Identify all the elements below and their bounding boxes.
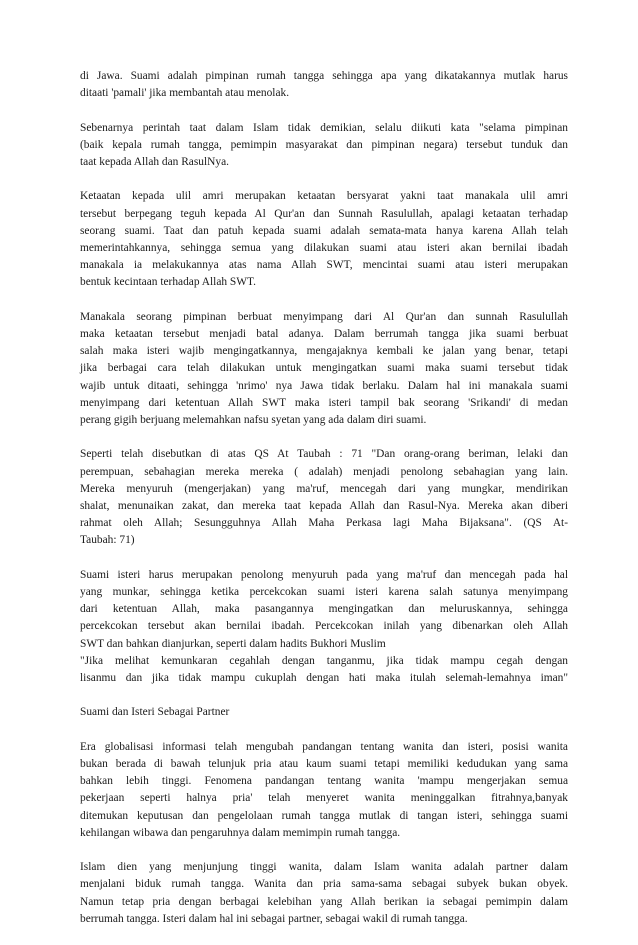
text-line: seorang suami. Taat dan patuh kepada suami adalah semata-mata hanya karena Allah telah [80,224,568,237]
text-line: Taubah: 71) [80,534,135,547]
text-line: Namun tetap pria dengan berbagai kelebihan yang Allah berikan ia sebagai pemimpin dalam [80,895,568,908]
text-line: yang munkar, sehingga ketika percekcokan suami isteri karena salah satunya menyimpang [80,586,568,599]
text-line: lisanmu dan jika tidak mampu cukuplah dengan hati maka itulah selemah-lemahnya iman" [80,672,568,685]
text-line: wajib untuk ditaati, sehingga 'nrimo' nya Jawa tidak berlaku. Dalam hal ini manakala suami [80,379,568,392]
document-page [80,68,568,945]
paragraph-6 [80,567,568,687]
text-line: berrumah tangga. Isteri dalam hal ini sebagai partner, sebagai wakil di rumah tangga. [80,912,468,925]
text-line: bentuk kecintaan terhadap Allah SWT. [80,276,256,289]
text-line: kehilangan wibawa dan pengaruhnya dalam memimpin rumah tangga. [80,826,401,839]
text-line: Era globalisasi informasi telah mengubah pandangan tentang wanita dan isteri, posisi wanita [80,740,568,753]
text-line: jika berbagai cara telah dilakukan untuk mengingatkan suami maka suami tersebut tidak [80,362,568,375]
text-line: memerintahkannya, sehingga semua yang dilakukan suami atau isteri akan bernilai ibadah [80,242,568,254]
text-line: shalat, menunaikan zakat, dan mereka taat kepada Allah dan Rasul-Nya. Mereka akan diberi [80,500,568,513]
text-line: bahkan lebih tinggi. Fenomena pandangan tentang wanita 'mampu mengerjakan semua [80,775,568,788]
text-line: pekerjaan seperti halnya pria' telah menyeret wanita meninggalkan fitrahnya,banyak [80,792,568,805]
text-line: di Jawa. Suami adalah pimpinan rumah tangga sehingga apa yang dikatakannya mutlak harus [80,70,568,82]
text-line: Manakala seorang pimpinan berbuat menyimpang dari Al Qur'an dan sunnah Rasulullah [80,310,568,323]
text-line: rahmat oleh Allah; Sesungguhnya Allah Maha Perkasa lagi Maha Bijaksana". (QS At- [80,517,568,530]
text-line: Seperti telah disebutkan di atas QS At Taubah : 71 "Dan orang-orang beriman, lelaki dan [80,448,568,461]
text-line: maka ketaatan tersebut menjadi batal adanya. Dalam berrumah tangga jika suami berbuat [80,328,568,340]
text-line: (baik kepala rumah tangga, pemimpin masyarakat dan pimpinan negara) tersebut tunduk dan [80,138,568,151]
text-line: tersebut berpegang teguh kepada Al Qur'an dan Sunnah Rasulullah, apalagi ketaatan terhadap [80,207,568,220]
text-line: perempuan, sebahagian mereka mereka ( adalah) menjadi penolong sebahagian yang lain. [80,465,568,478]
text-line: ditaati 'pamali' jika membantah atau menolak. [80,87,290,100]
text-line: taat kepada Allah dan RasulNya. [80,156,229,168]
paragraph-4 [80,309,568,429]
text-line: bukan berada di bawah telunjuk pria atau kaum suami tetapi memiliki kedudukan yang sama [80,758,568,771]
text-line: manakala ia melakukannya atas nama Allah SWT, mencintai suami atau isteri merupakan [80,259,568,272]
paragraph-1 [80,68,568,102]
text-line: dari ketentuan Allah, maka pasangannya mengingatkan dan meluruskannya, sehingga [80,603,568,616]
paragraph-2 [80,120,568,172]
text-line: Ketaatan kepada ulil amri merupakan ketaatan bersyarat yakni taat manakala ulil amri [80,190,568,203]
section-heading: Suami dan Isteri Sebagai Partner [80,706,230,719]
text-line: ditemukan keputusan dan pengelolaan rumah tangga mutlak di tangan isteri, sehingga suami [80,809,568,822]
text-line: menjalani biduk rumah tangga. Wanita dan pria sama-sama sebagai subyek bukan obyek. [80,878,568,891]
text-line: Mereka menyuruh (mengerjakan) yang ma'ruf, mencegah dari yang mungkar, mendirikan [80,482,568,495]
text-line: Sebenarnya perintah taat dalam Islam tidak demikian, selalu diikuti kata "selama pimpinan [80,121,568,134]
text-line: menyimpang dari ketentuan Allah SWT maka isteri tampil bak seorang 'Srikandi' di medan [80,396,568,409]
text-line: "Jika melihat kemunkaran cegahlah dengan tanganmu, jika tidak mampu cegah dengan [80,654,568,667]
text-line: Islam dien yang menjunjung tinggi wanita, dalam Islam wanita adalah partner dalam [80,861,568,874]
paragraph-5 [80,446,568,549]
paragraph-3 [80,188,568,291]
text-line: perang gigih berjuang melemahkan nafsu syetan yang ada dalam diri suami. [80,414,427,427]
text-line: percekcokan tersebut akan bernilai ibadah. Percekcokan inilah yang dibenarkan oleh Allah [80,620,568,633]
text-line: Suami isteri harus merupakan penolong menyuruh pada yang ma'ruf dan mencegah pada hal [80,568,568,581]
text-line: salah maka isteri wajib mengingatkannya, mengajaknya kembali ke jalan yang benar, tetapi [80,345,568,358]
paragraph-7 [80,739,568,842]
paragraph-8 [80,859,568,928]
text-line: SWT dan bahkan dianjurkan, seperti dalam hadits Bukhori Muslim [80,637,386,650]
